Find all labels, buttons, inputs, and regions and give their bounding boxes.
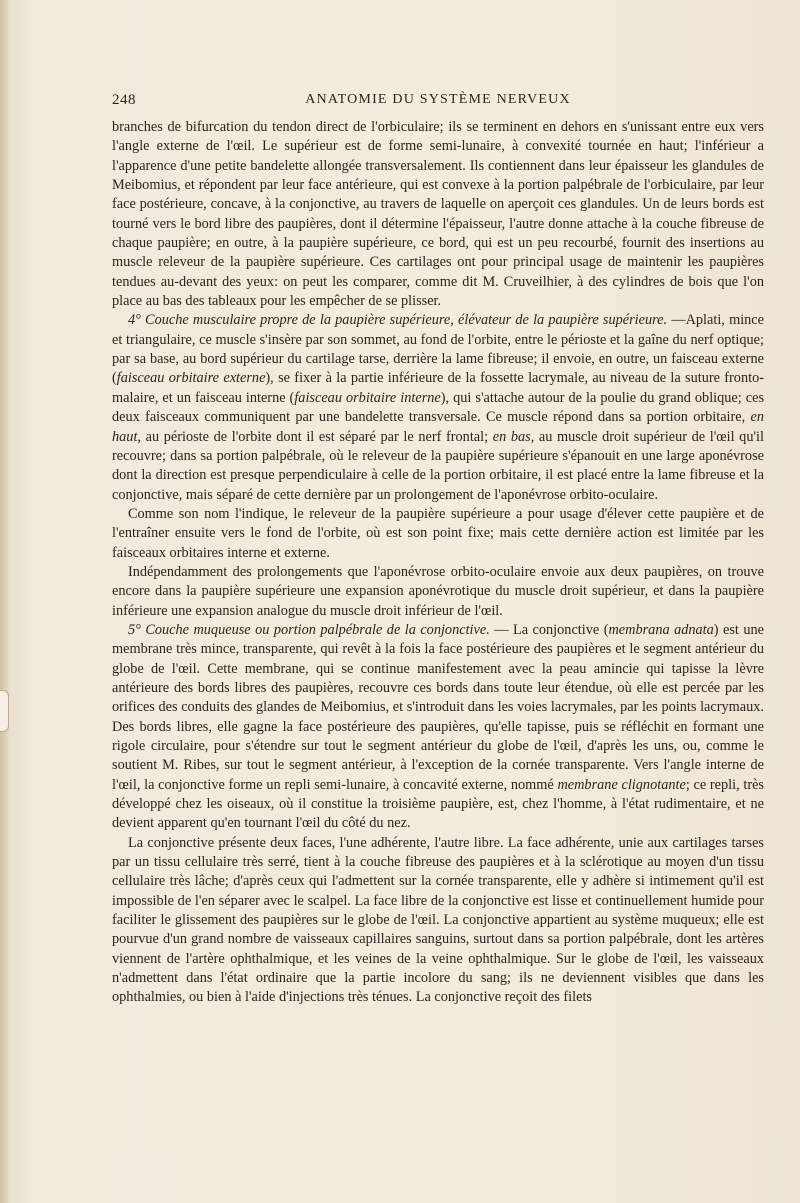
running-title: ANATOMIE DU SYSTÈME NERVEUX — [305, 92, 571, 107]
paragraph-6: La conjonctive présente deux faces, l'une adhérente, l'autre libre. La face adhérente, unie aux cartilages tarses par un tissu cellulaire très serré, tient à la couche fibreuse des paupières et à la sclérotique au moyen d'un tissu cellulaire très lâche; d'après ceux qui l'admettent sur la cornée transparente, elle y adhère si intimement qu'il est impossible de l'en séparer avec le scalpel. La face libre de la conjonctive est lisse et continuellement humide pour faciliter le glissement des paupières sur le globe de l'œil. La conjonctive appartient au système muqueux; elle est pourvue d'un grand nombre de vaisseaux capillaires sanguins, surtout dans sa portion palpébrale, dont les artères viennent de l'artère ophthalmique, et les veines de la veine ophthalmique. Sur le globe de l'œil, les vaisseaux n'admettent dans l'état ordinaire que la partie incolore du sang; ils ne deviennent visibles que dans les ophthalmies, ou bien à l'aide d'injections très ténues. La conjonctive reçoit des filets — [112, 834, 764, 1006]
italic-term: faisceau orbitaire externe — [116, 370, 266, 387]
italic-term: faisceau orbitaire interne — [294, 389, 441, 406]
text-run: ), se fixer à la partie inférieure de la fossette lacrymale, au niveau de la suture fronto-malaire, et un faisceau interne ( — [112, 370, 764, 406]
page-spine-shadow — [0, 0, 10, 1203]
text-run: ) est une membrane très mince, transparente, qui revêt à la fois la face postérieure des paupières et le segment antérieur du globe de l'œil. Cette membrane, qui se continue manifestement avec la peau amincie qui tapisse la lèvre antérieure des bords libres des paupières, recouvre ces bords dans toute leur étendue, où elle est percée par les orifices des conduits des glandes de Meibomius, et s'introduit dans les voies lacrymales, par les points lacrymaux. Des bords libres, elle gagne la face postérieure des paupières, qu'elle tapisse, puis se réfléchit en formant une rigole circulaire, pour s'étendre sur tout le segment antérieur du globe de l'œil, d'après les uns, ou, comme le soutient M. Ribes, sur tout le segment antérieur, à l'exception de la cornée transparente. Vers l'angle interne de l'œil, la conjonctive forme un repli semi-lunaire, à concavité externe, nommé — [112, 621, 764, 793]
page-edge-tab — [0, 690, 9, 732]
page-header — [112, 92, 764, 112]
section-heading-4: 4° Couche musculaire propre de la paupière supérieure, élévateur de la paupière supérieure. — [128, 312, 668, 329]
italic-term: en haut — [112, 409, 764, 445]
italic-term: en bas — [492, 428, 531, 445]
text-run: , au muscle droit supérieur de l'œil qu'il recouvre; dans sa portion palpébrale, où le releveur de la paupière supérieure s'épanouit en une large aponévrose dont la direction est presque perpendiculaire à celle de la portion orbitaire, il est placé entre la lame fibreuse et la conjonctive, mais séparé de cette dernière par un prolongement de l'aponévrose orbito-oculaire. — [112, 428, 764, 503]
italic-term: membrana adnata — [608, 621, 714, 638]
paragraph-3: Comme son nom l'indique, le releveur de la paupière supérieure a pour usage d'élever cette paupière et de l'entraîner ensuite vers le fond de l'orbite, où est son point fixe; mais cette dernière action est limitée par les faisceaux orbitaires interne et externe. — [112, 505, 764, 561]
paragraph-2 — [112, 311, 764, 504]
paragraph-1: branches de bifurcation du tendon direct de l'orbiculaire; ils se terminent en dehors en s'unissant entre eux vers l'angle externe de l'œil. Le supérieur est de forme semi-lunaire, à convexité tournée en haut; l'inférieur a l'apparence d'une petite bandelette allongée transversalement. Ils contiennent dans leur épaisseur les glandules de Meibomius, et répondent par leur face antérieure, qui est convexe à la portion palpébrale de l'orbiculaire, par leur face postérieure, concave, à la conjonctive, au travers de laquelle on aperçoit ces glandules. Un de leurs bords est tourné vers le bord libre des paupières, dont il détermine l'épaisseur, l'autre donne attache à la couche fibreuse de chaque paupière; en outre, à la paupière supérieure, ce bord, qui est un peu recourbé, fournit des insertions au muscle releveur de la paupière supérieure. Ces cartilages ont pour principal usage de maintenir les paupières tendues au-devant des yeux: on peut les comparer, comme dit M. Cruveilhier, à des cylindres de bois que l'on place au bas des tableaux pour les empêcher de se plisser. — [112, 119, 764, 310]
text-run: , au périoste de l'orbite dont il est séparé par le nerf frontal; — [137, 428, 493, 445]
text-run: ), qui s'attache autour de la poulie du grand oblique; ces deux faisceaux communiquent par une bandelette transversale. Ce muscle répond dans sa portion orbitaire, — [112, 389, 765, 426]
body-text — [112, 118, 764, 1008]
text-run: ; ce repli, très développé chez les oiseaux, où il constitue la troisième paupière, est, chez l'homme, à l'état rudimentaire, et ne devient apparent qu'en tournant l'œil du côté du nez. — [112, 776, 764, 832]
section-heading-5: 5° Couche muqueuse ou portion palpébrale de la conjonctive. — [128, 621, 490, 638]
paragraph-5 — [112, 621, 764, 834]
paragraph-4: Indépendamment des prolongements que l'aponévrose orbito-oculaire envoie aux deux paupières, on trouve encore dans la paupière supérieure une expansion aponévrotique du muscle droit supérieur, et dans la paupière inférieure une expansion analogue du muscle droit inférieur de l'œil. — [112, 563, 764, 619]
text-run: —Aplati, mince et triangulaire, ce muscle s'insère par son sommet, au fond de l'orbite, entre le périoste et la gaîne du nerf optique; par sa base, au bord supérieur du cartilage tarse, derrière la lame fibreuse; il envoie, en outre, un faisceau externe ( — [112, 312, 764, 387]
page-number: 248 — [112, 92, 136, 108]
text-run: — La conjonctive ( — [489, 621, 609, 638]
italic-term: membrane clignotante — [557, 776, 686, 793]
